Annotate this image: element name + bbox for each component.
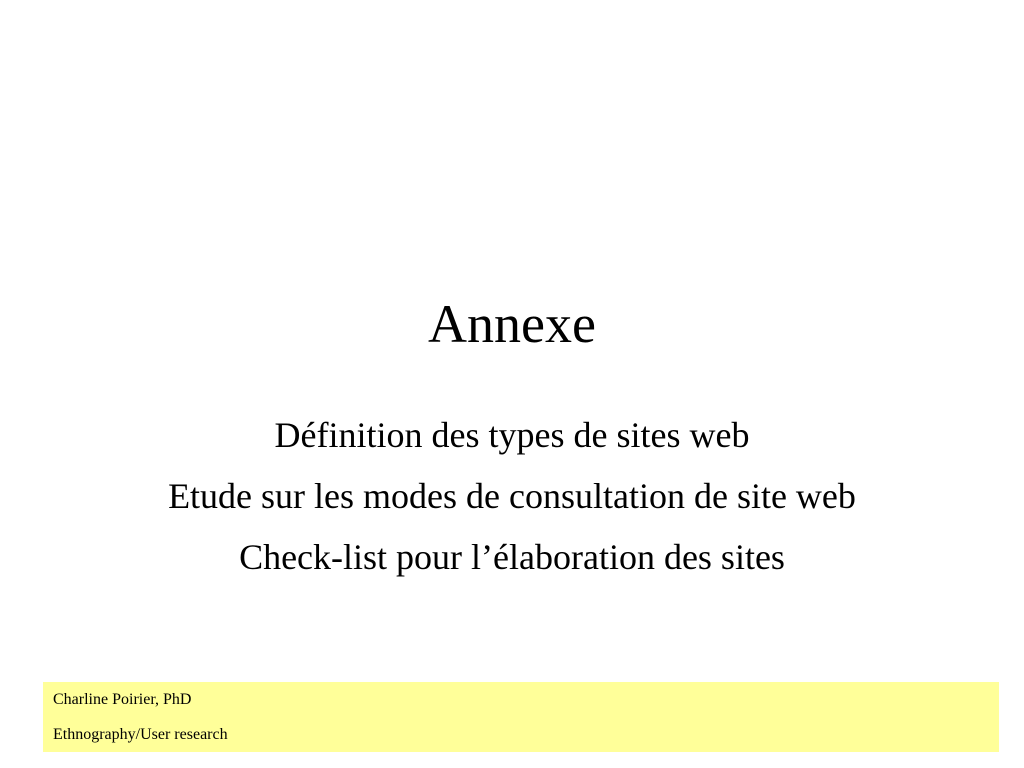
bullet-item-checklist: Check-list pour l’élaboration des sites [239,537,785,577]
footer-role: Ethnography/User research [53,726,228,743]
bullet-item-site-types: Définition des types de sites web [274,415,750,455]
bullet-list [0,412,1024,595]
bullet-item-consultation-study: Etude sur les modes de consultation de site web [168,476,856,516]
slide-title: Annexe [428,294,596,354]
footer-box [43,682,999,752]
footer-author: Charline Poirier, PhD [53,691,192,708]
